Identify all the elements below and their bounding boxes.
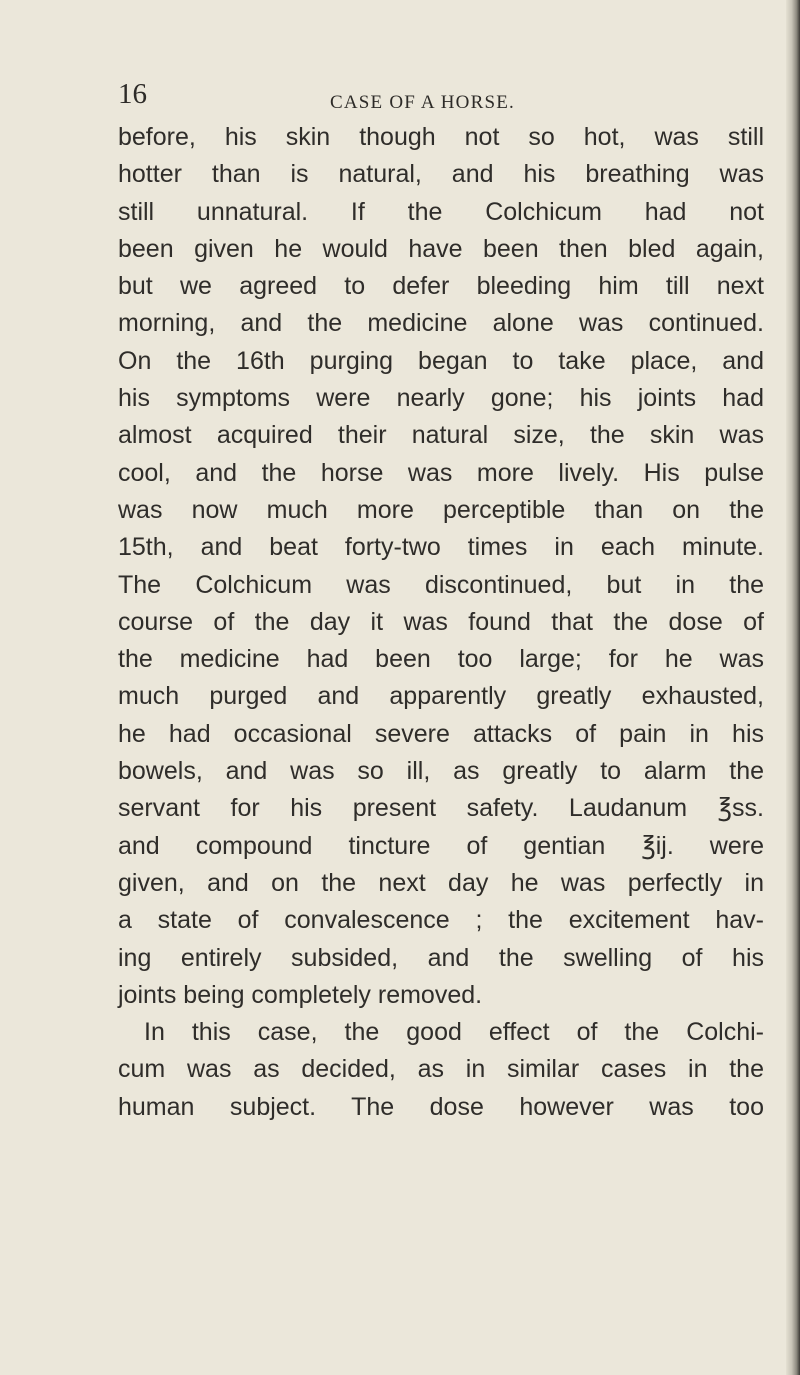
text-line: almost acquired their natural size, the skin was bbox=[118, 421, 764, 450]
text-line: The Colchicum was discontinued, but in the bbox=[118, 570, 764, 599]
text-line: human subject. The dose however was too bbox=[118, 1092, 764, 1121]
text-line: was now much more perceptible than on the bbox=[118, 495, 764, 524]
text-line: morning, and the medicine alone was continued. bbox=[118, 309, 764, 338]
text-line: a state of convalescence ; the excitement hav- bbox=[118, 906, 764, 935]
text-line: In this case, the good effect of the Colchi- bbox=[144, 1018, 764, 1047]
text-line: the medicine had been too large; for he was bbox=[118, 645, 764, 674]
text-line: 15th, and beat forty-two times in each minute. bbox=[118, 533, 764, 562]
text-line: ing entirely subsided, and the swelling of his bbox=[118, 943, 764, 972]
text-line: still unnatural. If the Colchicum had not bbox=[118, 197, 764, 226]
text-line: hotter than is natural, and his breathing was bbox=[118, 160, 764, 189]
text-line: On the 16th purging began to take place, and bbox=[118, 346, 764, 375]
page-header bbox=[118, 78, 758, 118]
text-line: bowels, and was so ill, as greatly to alarm the bbox=[118, 757, 764, 786]
text-line: cool, and the horse was more lively. His pulse bbox=[118, 458, 764, 487]
text-line: servant for his present safety. Laudanum ℥ss. bbox=[118, 794, 764, 823]
text-line: much purged and apparently greatly exhausted, bbox=[118, 682, 764, 711]
text-line: given, and on the next day he was perfectly in bbox=[118, 868, 764, 897]
text-line: been given he would have been then bled again, bbox=[118, 234, 764, 263]
text-line: before, his skin though not so hot, was still bbox=[118, 123, 764, 151]
running-head: CASE OF A HORSE. bbox=[330, 92, 515, 113]
page-edge-shadow bbox=[786, 0, 800, 1375]
text-line: joints being completely removed. bbox=[118, 980, 483, 1009]
text-line: course of the day it was found that the dose of bbox=[118, 607, 764, 636]
text-line: his symptoms were nearly gone; his joints had bbox=[118, 384, 764, 413]
text-line: he had occasional severe attacks of pain in his bbox=[118, 719, 764, 748]
text-line: cum was as decided, as in similar cases in the bbox=[118, 1055, 764, 1084]
page-number: 16 bbox=[118, 78, 147, 110]
body-text bbox=[118, 119, 764, 1126]
text-line: and compound tincture of gentian ℥ij. were bbox=[118, 831, 764, 860]
text-line: but we agreed to defer bleeding him till next bbox=[118, 272, 764, 301]
